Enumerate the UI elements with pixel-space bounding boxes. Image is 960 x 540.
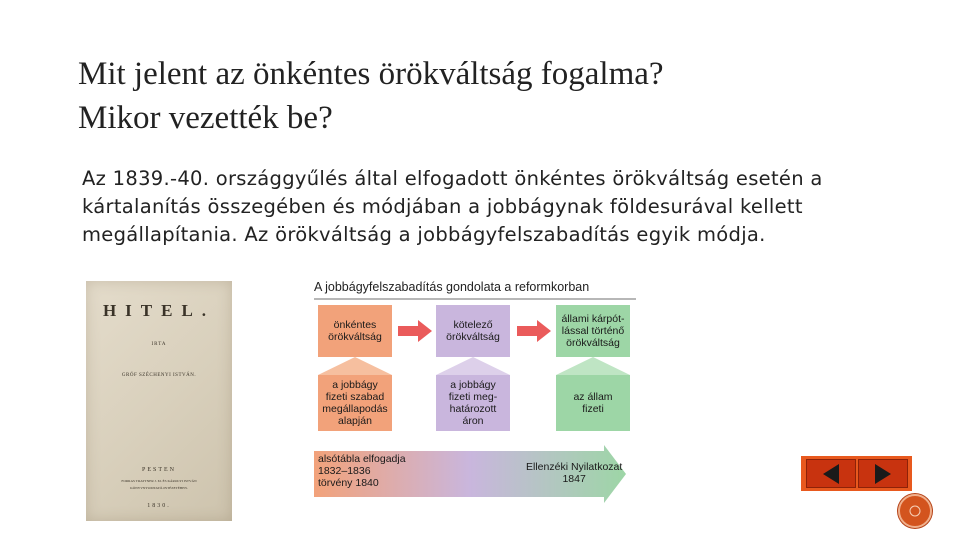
book-author: GRÓF SZÉCHENYI ISTVÁN. bbox=[121, 373, 197, 378]
book-year: 1830. bbox=[147, 503, 171, 509]
diagram-title: A jobbágyfelszabadítás gondolata a reformkorban bbox=[314, 280, 590, 294]
timeline-left-text: alsótábla elfogadja 1832–1836 törvény 1840 bbox=[318, 453, 406, 489]
book-cover-image bbox=[86, 281, 232, 521]
badge-emblem-icon bbox=[908, 504, 922, 518]
book-publisher-line2: KÖNYVNYOMTATÓ-INTÉZETÉBEN. bbox=[130, 486, 188, 490]
diagram-box-onkentes: önkéntes örökváltság bbox=[318, 305, 392, 357]
diagram-title-rule bbox=[314, 298, 636, 300]
slide-nav bbox=[801, 456, 912, 491]
next-slide-button[interactable] bbox=[858, 459, 908, 488]
diagram-connector-triangle bbox=[436, 357, 510, 375]
red-arrow-icon bbox=[398, 320, 432, 342]
reform-diagram bbox=[310, 280, 640, 522]
diagram-box-allami: állami kárpót- lással történő örökváltság bbox=[556, 305, 630, 357]
prev-slide-button[interactable] bbox=[806, 459, 856, 488]
slide-title bbox=[78, 52, 898, 140]
diagram-connector-triangle bbox=[556, 357, 630, 375]
red-arrow-icon bbox=[517, 320, 551, 342]
slide-title-line1: Mit jelent az önkéntes örökváltság fogalma? bbox=[78, 56, 664, 92]
book-city: PESTEN bbox=[141, 467, 176, 473]
diagram-box-allam-fizeti: az állam fizeti bbox=[556, 375, 630, 431]
diagram-box-kotelezo: kötelező örökváltság bbox=[436, 305, 510, 357]
book-publisher-line1: FORRAS TRATTNER J. M. ÉS KÁROLYI ISTVÁN bbox=[121, 479, 197, 483]
slide-badge-icon bbox=[898, 494, 932, 528]
diagram-box-jobbagy-meghatarozott: a jobbágy fizeti meg- határozott áron bbox=[436, 375, 510, 431]
slide-title-line2: Mikor vezették be? bbox=[78, 100, 333, 136]
body-text: Az 1839.-40. országgyűlés által elfogadott önkéntes örökváltság esetén a kártalanítás összegében és módjában a jobbágynak földesurával kellett megállapítania. Az örökváltság a jobbágyfelszabadítás egyik módja. bbox=[82, 167, 823, 246]
triangle-left-icon bbox=[821, 463, 841, 485]
diagram-box-jobbagy-szabad: a jobbágy fizeti szabad megállapodás alapján bbox=[318, 375, 392, 431]
diagram-connector-triangle bbox=[318, 357, 392, 375]
book-title: HITEL. bbox=[102, 301, 216, 320]
triangle-right-icon bbox=[873, 463, 893, 485]
timeline-right-text: Ellenzéki Nyilatkozat 1847 bbox=[526, 461, 623, 485]
book-irta: IRTA bbox=[151, 342, 167, 347]
